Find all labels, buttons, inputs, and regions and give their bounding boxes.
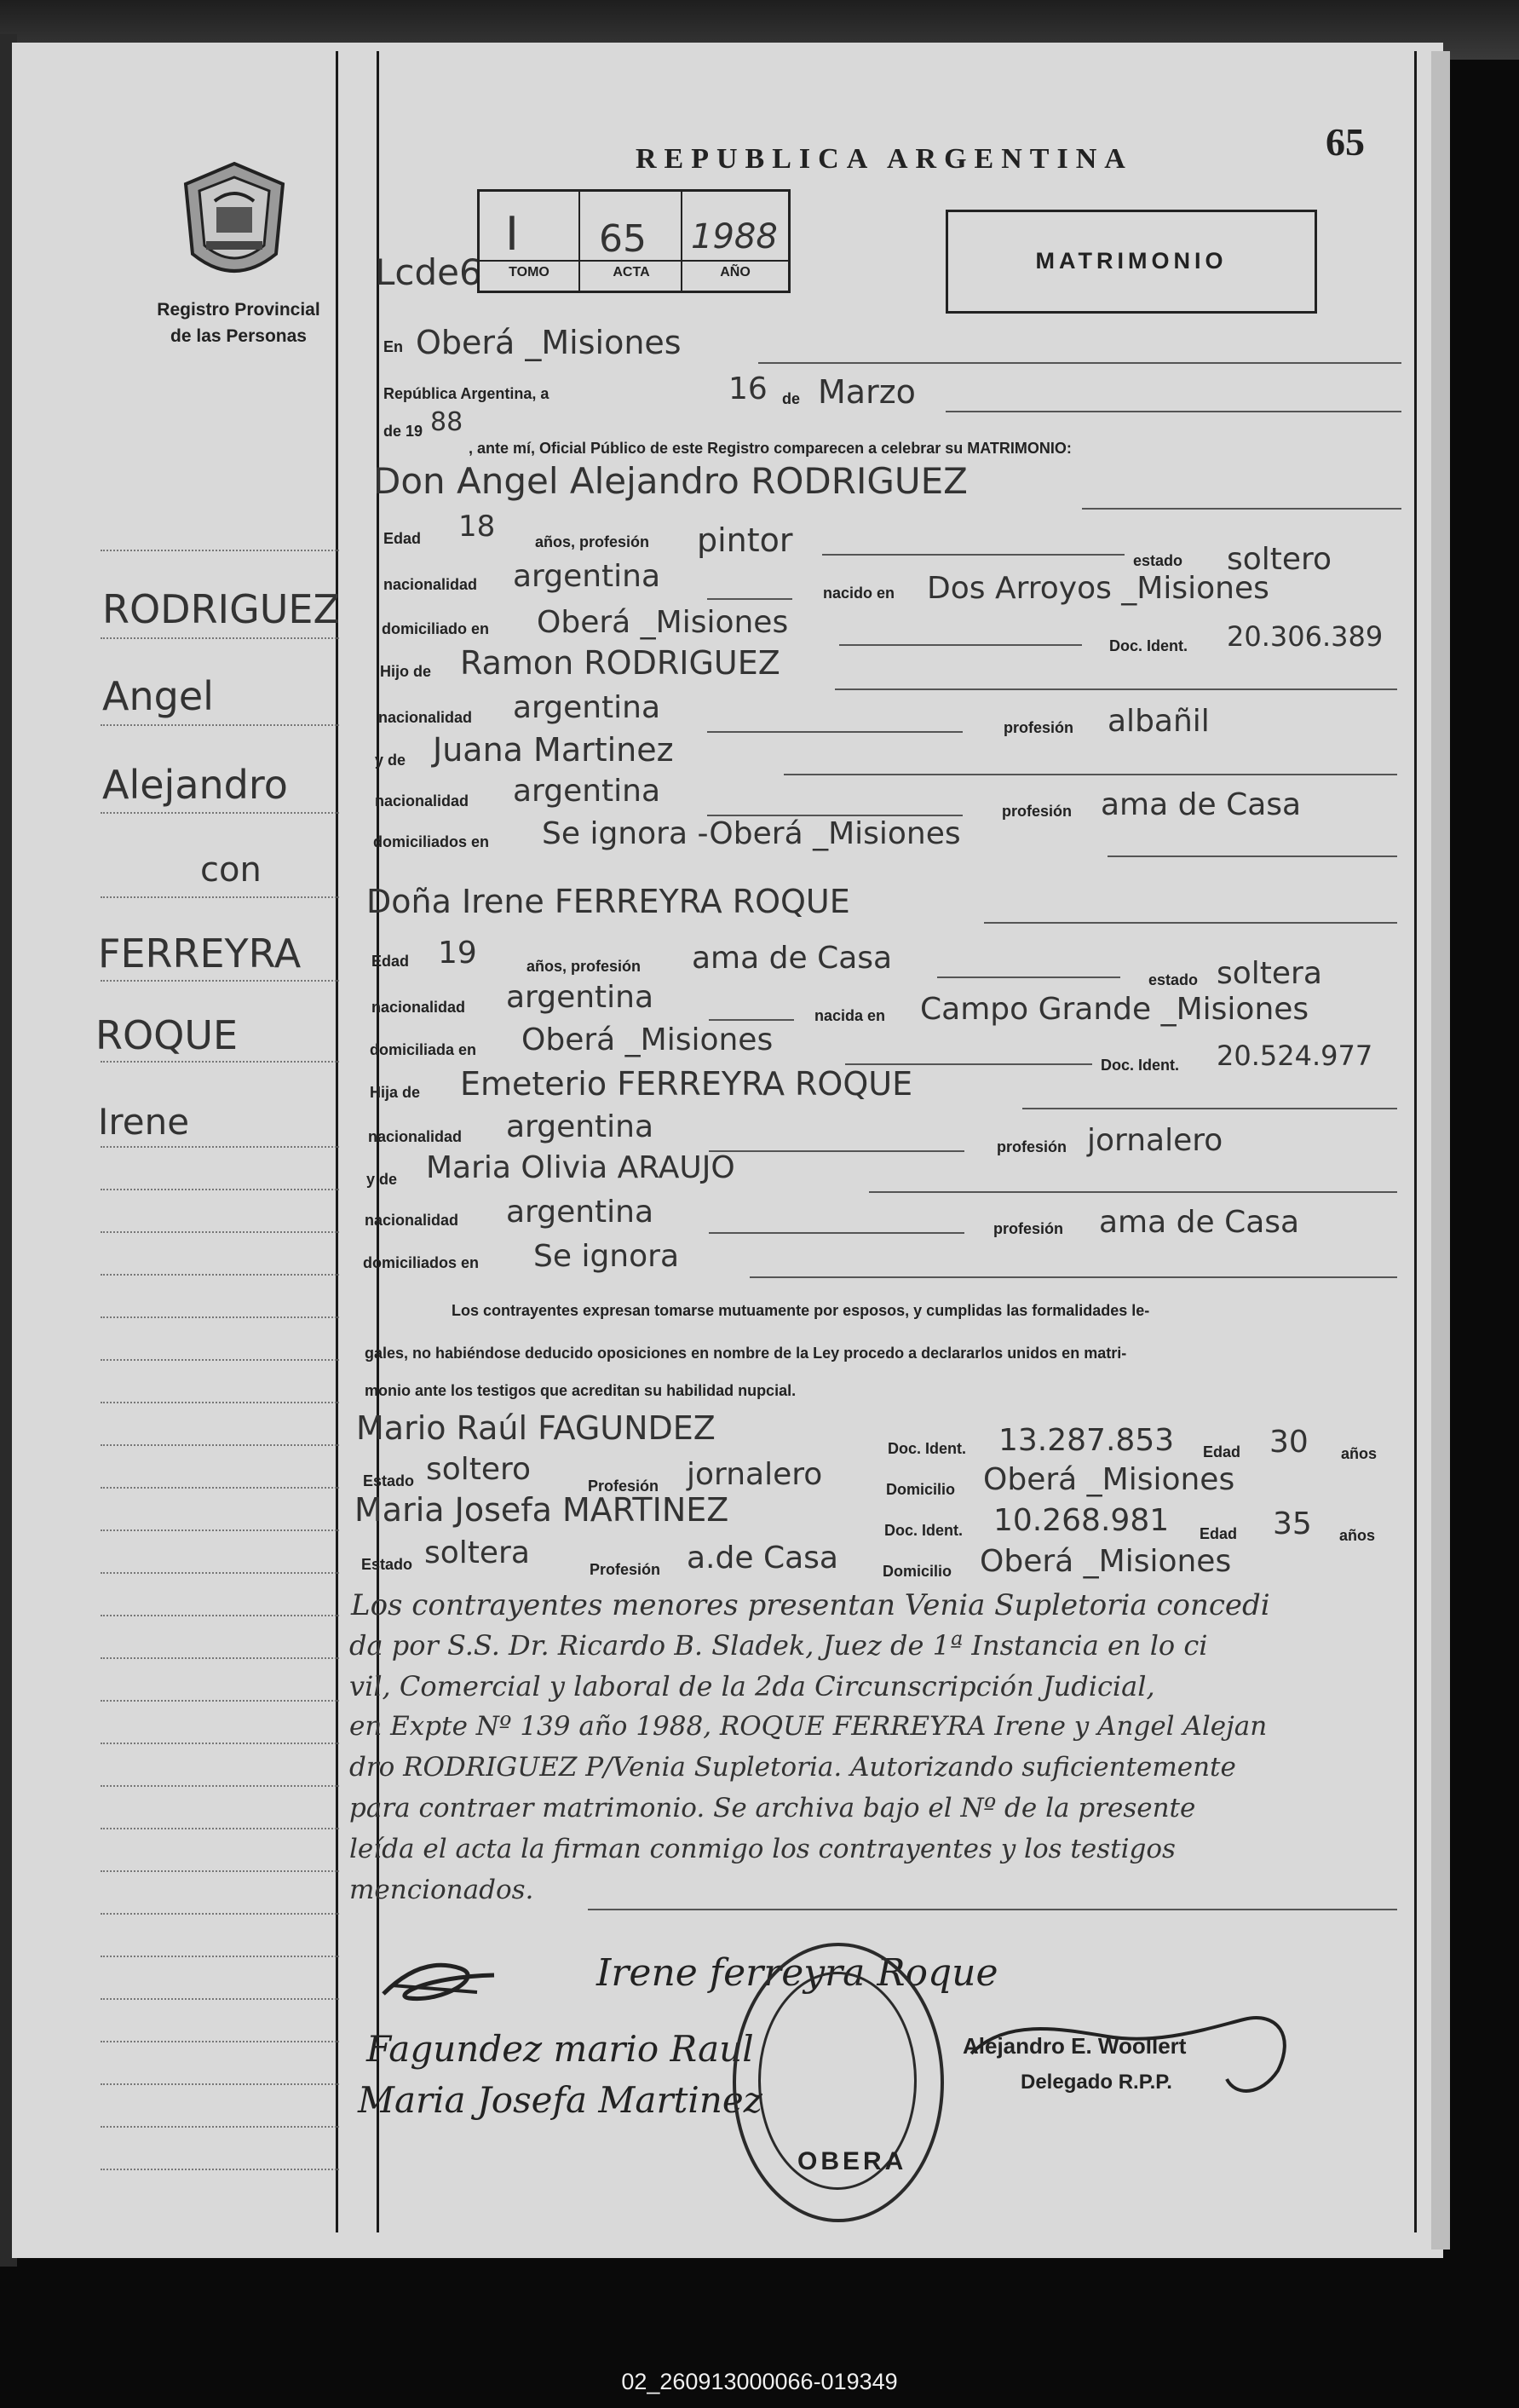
- margin-line: [101, 1402, 339, 1403]
- declaration-line: gales, no habiéndose deducido oposiciones en nombre de la Ley procedo a declararlos unidos en matri-: [365, 1345, 1127, 1362]
- margin-name: Irene: [98, 1101, 190, 1143]
- estado-label: Estado: [361, 1556, 413, 1573]
- margin-line: [101, 1231, 339, 1233]
- bride-nacida-en: Campo Grande _Misiones: [920, 992, 1309, 1027]
- doc-label: Doc. Ident.: [1101, 1057, 1180, 1074]
- margin-line: [101, 2041, 339, 2042]
- margin-divider: [336, 51, 338, 2232]
- groom-estado: soltero: [1227, 542, 1332, 577]
- margin-line: [101, 2169, 339, 2170]
- record-reference-box: [477, 189, 791, 293]
- margin-name: ROQUE: [95, 1012, 239, 1058]
- margin-line: [101, 1444, 339, 1446]
- groom-profesion: pintor: [697, 521, 793, 559]
- seal-text: OBERA: [797, 2147, 907, 2175]
- edad-label: Edad: [383, 530, 422, 547]
- margin-line: [101, 1316, 339, 1318]
- bride-domicilio: Oberá _Misiones: [521, 1023, 774, 1057]
- yde-label: y de: [366, 1171, 398, 1188]
- officer-title: Delegado R.P.P.: [1021, 2071, 1172, 2094]
- note-line: mencionados.: [349, 1875, 534, 1905]
- registry-name-line2: de las Personas: [170, 326, 307, 346]
- bride-mother-profesion: ama de Casa: [1099, 1205, 1300, 1240]
- doc-label: Doc. Ident.: [884, 1522, 964, 1539]
- groom-doc: 20.306.389: [1227, 620, 1384, 653]
- doc-type-box: [946, 210, 1317, 314]
- groom-edad: 18: [458, 510, 496, 544]
- note-line: Los contrayentes menores presentan Venia Supletoria concedi: [351, 1588, 1270, 1622]
- margin-line: [101, 1359, 339, 1361]
- bride-signature: Irene ferreyra Roque: [596, 1951, 998, 1995]
- nacida-label: nacida en: [814, 1007, 886, 1024]
- declaration-line: Los contrayentes expresan tomarse mutuamente por esposos, y cumplidas las formalidades le-: [452, 1302, 1150, 1319]
- estado-label: estado: [1148, 971, 1199, 988]
- document-id: 02_260913000066-019349: [621, 2369, 898, 2394]
- registry-name-line1: Registro Provincial: [157, 300, 320, 320]
- witness-domicilio: Oberá _Misiones: [983, 1462, 1235, 1497]
- nacionalidad-label: nacionalidad: [371, 999, 466, 1016]
- nacionalidad-label: nacionalidad: [368, 1128, 463, 1145]
- witness-estado: soltera: [424, 1535, 530, 1570]
- ano-label: AÑO: [720, 265, 751, 279]
- groom-mother: Juana Martinez: [433, 731, 674, 769]
- year-suffix: 88: [430, 407, 463, 437]
- margin-name: Angel: [102, 673, 214, 719]
- nacionalidad-label: nacionalidad: [375, 792, 469, 809]
- bride-doc: 20.524.977: [1217, 1040, 1373, 1072]
- margin-line: [101, 896, 339, 898]
- bride-parents-domicilio: Se ignora: [533, 1239, 679, 1274]
- margin-line: [101, 2126, 339, 2128]
- parents-domicilio-label: domiciliados en: [373, 833, 490, 850]
- hija-label: Hija de: [370, 1084, 421, 1101]
- margin-line: [101, 812, 339, 814]
- witness-doc: 10.268.981: [993, 1503, 1170, 1538]
- margin-line: [101, 550, 339, 551]
- groom-father-profesion: albañil: [1108, 704, 1210, 739]
- acta-label: ACTA: [613, 265, 650, 279]
- anos-profesion-label: años, profesión: [526, 958, 642, 975]
- note-line: vil, Comercial y laboral de la 2da Circunscripción Judicial,: [349, 1670, 1155, 1702]
- hijo-label: Hijo de: [380, 663, 432, 680]
- margin-line: [101, 1828, 339, 1829]
- margin-line: [101, 1998, 339, 2000]
- anos-label: años: [1341, 1445, 1378, 1462]
- margin-line: [101, 1572, 339, 1574]
- doc-type: MATRIMONIO: [1035, 248, 1228, 274]
- officer-signature: Alejandro E. Woollert: [963, 2033, 1187, 2059]
- bride-nacionalidad: argentina: [506, 980, 654, 1015]
- anos-label: años: [1339, 1527, 1376, 1544]
- groom-nacido-en: Dos Arroyos _Misiones: [927, 571, 1269, 606]
- nacido-label: nacido en: [823, 585, 895, 602]
- nacionalidad-label: nacionalidad: [378, 709, 473, 726]
- bride-profesion: ama de Casa: [692, 941, 893, 976]
- domicilio-label: Domicilio: [886, 1481, 956, 1498]
- country-title: REPUBLICA ARGENTINA: [636, 143, 1133, 175]
- profesion-label: profesión: [1004, 719, 1074, 736]
- groom-father: Ramon RODRIGUEZ: [460, 644, 780, 682]
- bride-mother-nacionalidad: argentina: [506, 1195, 654, 1230]
- declaration-line: monio ante los testigos que acreditan su habilidad nupcial.: [365, 1382, 797, 1399]
- witness1-signature: Fagundez mario Raul: [366, 2028, 754, 2070]
- margin-line: [101, 1487, 339, 1489]
- groom-mother-profesion: ama de Casa: [1101, 787, 1302, 822]
- margin-line: [101, 1743, 339, 1744]
- edad-label: Edad: [371, 953, 410, 970]
- profesion-label: profesión: [997, 1138, 1067, 1155]
- profesion-label: profesión: [1002, 803, 1073, 820]
- witness-edad: 30: [1269, 1425, 1309, 1460]
- witness-domicilio: Oberá _Misiones: [980, 1544, 1232, 1579]
- officer-text: , ante mí, Oficial Público de este Registro comparecen a celebrar su MATRIMONIO:: [469, 440, 1072, 457]
- book-reference: Lcde6: [375, 251, 482, 293]
- margin-line: [101, 1956, 339, 1957]
- witness-name: Mario Raúl FAGUNDEZ: [356, 1409, 716, 1447]
- doc-label: Doc. Ident.: [888, 1440, 967, 1457]
- groom-mother-nacionalidad: argentina: [513, 774, 661, 809]
- doc-label: Doc. Ident.: [1109, 637, 1188, 654]
- anos-profesion-label: años, profesión: [535, 533, 650, 550]
- domicilio-label: Domicilio: [883, 1563, 952, 1580]
- witness-estado: soltero: [426, 1452, 532, 1487]
- groom-domicilio: Oberá _Misiones: [537, 605, 789, 640]
- ano-value: 1988: [691, 217, 778, 256]
- groom-parents-domicilio: Se ignora -Oberá _Misiones: [542, 816, 961, 851]
- groom-name: Don Angel Alejandro RODRIGUEZ: [373, 460, 968, 502]
- margin-line: [101, 980, 339, 982]
- domicilio-label: domiciliado en: [382, 620, 490, 637]
- margin-line: [101, 2083, 339, 2085]
- registry-seal-icon: [181, 160, 288, 288]
- page-edge: [1431, 51, 1450, 2250]
- domicilio-label: domiciliada en: [370, 1041, 477, 1058]
- margin-line: [101, 1657, 339, 1659]
- margin-line: [101, 1189, 339, 1190]
- bride-father: Emeterio FERREYRA ROQUE: [460, 1065, 913, 1103]
- bride-mother: Maria Olivia ARAUJO: [426, 1150, 735, 1185]
- place: Oberá _Misiones: [416, 324, 682, 361]
- groom-father-nacionalidad: argentina: [513, 690, 661, 725]
- margin-line: [101, 1870, 339, 1872]
- en-label: En: [383, 338, 404, 355]
- margin-line: [101, 1615, 339, 1616]
- witness-name: Maria Josefa MARTINEZ: [354, 1491, 729, 1529]
- margin-name: RODRIGUEZ: [102, 586, 341, 632]
- note-line: para contraer matrimonio. Se archiva bajo el Nº de la presente: [349, 1793, 1196, 1823]
- margin-line: [101, 1913, 339, 1915]
- estado-label: Estado: [363, 1472, 415, 1489]
- groom-nacionalidad: argentina: [513, 559, 661, 594]
- margin-line: [101, 724, 339, 726]
- witness2-signature: Maria Josefa Martinez: [358, 2079, 762, 2121]
- margin-line: [101, 637, 339, 639]
- estado-label: estado: [1133, 552, 1183, 569]
- margin-name: Alejandro: [102, 762, 288, 808]
- day: 16: [728, 372, 768, 406]
- officer-signature-scribble: [954, 2002, 1312, 2105]
- edad-label: Edad: [1203, 1443, 1241, 1460]
- margin-line: [101, 1529, 339, 1531]
- page-number: 65: [1326, 120, 1365, 164]
- body-right-border: [1414, 51, 1417, 2232]
- nacionalidad-label: nacionalidad: [383, 576, 478, 593]
- witness-edad: 35: [1273, 1506, 1312, 1541]
- profesion-label: Profesión: [588, 1478, 659, 1495]
- bride-father-profesion: jornalero: [1087, 1123, 1223, 1158]
- margin-line: [101, 1785, 339, 1787]
- witness-doc: 13.287.853: [998, 1423, 1175, 1458]
- acta-value: 65: [599, 217, 647, 261]
- note-line: leída el acta la firman conmigo los contrayentes y los testigos: [349, 1834, 1176, 1864]
- note-line: dro RODRIGUEZ P/Venia Supletoria. Autorizando suficientemente: [349, 1752, 1236, 1783]
- margin-line: [101, 1146, 339, 1148]
- witness-profesion: jornalero: [687, 1457, 823, 1492]
- month: Marzo: [818, 373, 916, 411]
- edad-label: Edad: [1200, 1525, 1238, 1542]
- groom-signature-scribble: [375, 1951, 503, 2011]
- margin-line: [101, 1061, 339, 1063]
- bride-estado: soltera: [1217, 956, 1322, 991]
- yde-label: y de: [375, 752, 406, 769]
- margin-line: [101, 1274, 339, 1276]
- bride-father-nacionalidad: argentina: [506, 1109, 654, 1144]
- profesion-label: profesión: [993, 1220, 1064, 1237]
- margin-line: [101, 1700, 339, 1702]
- witness-profesion: a.de Casa: [687, 1541, 838, 1576]
- tomo-value: I: [505, 207, 519, 261]
- year-prefix: de 19: [383, 423, 423, 440]
- parents-domicilio-label: domiciliados en: [363, 1254, 480, 1271]
- de-label: de: [782, 390, 801, 407]
- bride-name: Doña Irene FERREYRA ROQUE: [366, 883, 850, 920]
- margin-name: FERREYRA: [98, 930, 302, 976]
- bride-edad: 19: [438, 936, 477, 971]
- profesion-label: Profesión: [590, 1561, 661, 1578]
- margin-name: con: [200, 850, 262, 890]
- tomo-label: TOMO: [509, 265, 549, 279]
- republica-label: República Argentina, a: [383, 385, 549, 402]
- note-line: en Expte Nº 139 año 1988, ROQUE FERREYRA Irene y Angel Alejan: [349, 1711, 1268, 1742]
- note-line: da por S.S. Dr. Ricardo B. Sladek, Juez de 1ª Instancia en lo ci: [349, 1629, 1208, 1662]
- nacionalidad-label: nacionalidad: [365, 1212, 459, 1229]
